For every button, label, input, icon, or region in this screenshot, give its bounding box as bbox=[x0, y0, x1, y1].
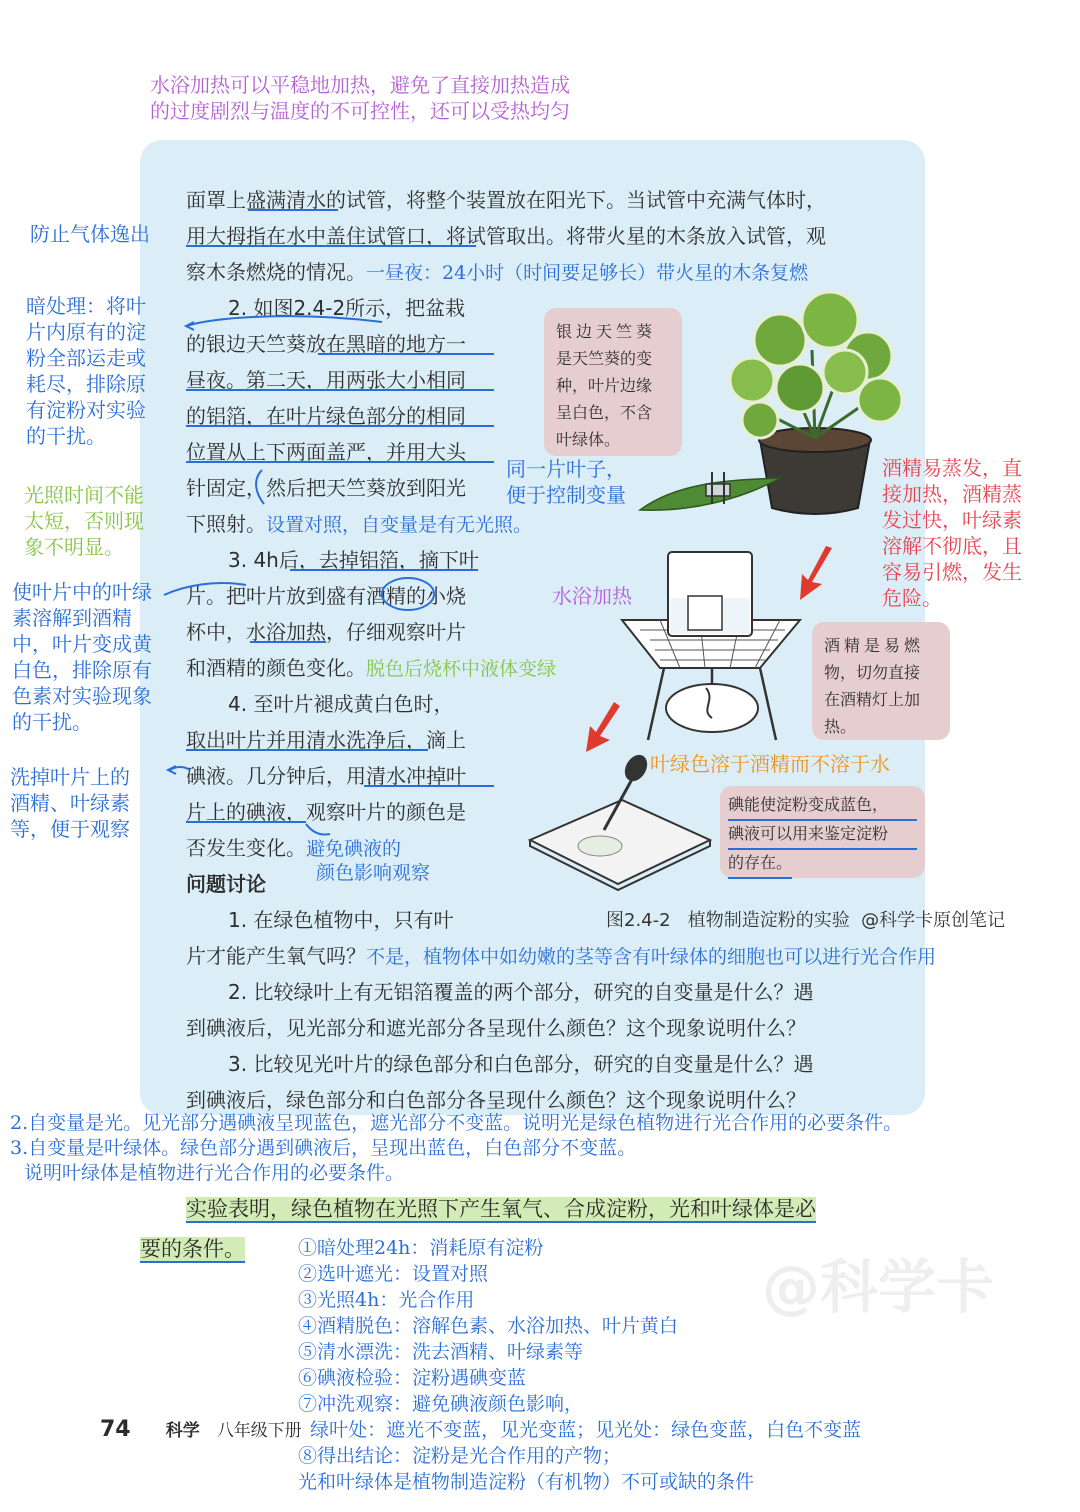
conclusion-line-2: 要的条件。 bbox=[140, 1237, 245, 1261]
note-chlorophyll-alcohol: 叶绿色溶于酒精而不溶于水 bbox=[650, 752, 890, 776]
summary-item: ①暗处理24h：消耗原有淀粉 bbox=[298, 1237, 544, 1259]
summary-item: 光和叶绿体是植物制造淀粉（有机物）不可或缺的条件 bbox=[298, 1471, 755, 1493]
summary-item: ②选叶遮光：设置对照 bbox=[298, 1263, 489, 1285]
note-light-time: 光照时间不能 太短，否则现 象不明显。 bbox=[24, 483, 144, 559]
question-1a: 1. 在绿色植物中，只有叶 bbox=[228, 908, 454, 932]
note-dark-treatment: 暗处理：将叶 片内原有的淀 粉全部运走或 耗尽，排除原 有淀粉对实验 的干扰。 bbox=[26, 294, 146, 448]
body-line-3: 察木条燃烧的情况。一昼夜：24小时（时间要足够长）带火星的木条复燃 bbox=[186, 260, 809, 284]
note-liquid-green: 脱色后烧杯中液体变绿 bbox=[366, 658, 557, 680]
note-iodine-2: 颜色影响观察 bbox=[316, 862, 431, 884]
page-number: 74 bbox=[100, 1417, 131, 1442]
dropper-plate-icon bbox=[530, 751, 710, 890]
note-iodine-1: 避免碘液的 bbox=[306, 838, 402, 860]
summary-item: ⑦冲洗观察：避免碘液颜色影响， bbox=[298, 1393, 584, 1415]
water-bath-apparatus-icon bbox=[622, 552, 800, 740]
subject: 科学 bbox=[165, 1421, 200, 1441]
info-box-geranium: 银边天竺葵 是天竺葵的变 种，叶片边缘 呈白色，不含 叶绿体。 bbox=[544, 308, 682, 456]
question-1b: 片才能产生氧气吗？不是，植物体中如幼嫩的茎等含有叶绿体的细胞也可以进行光合作用 bbox=[186, 944, 937, 968]
arrow-icon bbox=[586, 702, 620, 752]
grade: 八年级下册 bbox=[216, 1421, 302, 1441]
info-box-alcohol: 酒精是易燃 物，切勿直接 在酒精灯上加 热。 bbox=[812, 622, 950, 740]
question-2b: 到碘液后，见光部分和遮光部分各呈现什么颜色？这个现象说明什么？ bbox=[186, 1016, 806, 1040]
arrow-icon bbox=[800, 546, 832, 600]
question-3a: 3. 比较见光叶片的绿色部分和白色部分，研究的自变量是什么？遇 bbox=[228, 1052, 814, 1076]
answer-2: 2.自变量是光。见光部分遇碘液呈现蓝色，遮光部分不变蓝。说明光是绿色植物进行光合作用的必要条件。 bbox=[10, 1112, 903, 1134]
summary-item: ⑧得出结论：淀粉是光合作用的产物； bbox=[298, 1445, 622, 1467]
note-q1-answer: 不是，植物体中如幼嫩的茎等含有叶绿体的细胞也可以进行光合作用 bbox=[366, 946, 937, 968]
answer-3: 3.自变量是叶绿体。绿色部分遇到碘液后，呈现出蓝色，白色部分不变蓝。 bbox=[10, 1137, 637, 1159]
summary-item: ⑤清水漂洗：洗去酒精、叶绿素等 bbox=[298, 1341, 584, 1363]
step-2: 2. 如图2.4-2所示，把盆栽 的银边天竺葵放在黑暗的地方一 昼夜。第二天，用两张大小相同 的铝箔，在叶片绿色部分的相同 位置从上下两面盖严，并用大头 针固定，然后把天竺葵放到阳光 下照射。设置对照，自变量是有无光照。 bbox=[186, 296, 533, 536]
note-prevent-gas: 防止气体逸出 bbox=[30, 222, 150, 246]
discussion-title: 问题讨论 bbox=[186, 872, 266, 896]
note-wash: 洗掉叶片上的 酒精、叶绿素 等，便于观察 bbox=[10, 765, 130, 841]
body-line-1: 面罩上盛满清水的试管，将整个装置放在阳光下。当试管中充满气体时， bbox=[186, 188, 826, 212]
note-one-day: 一昼夜：24小时（时间要足够长）带火星的木条复燃 bbox=[366, 262, 809, 284]
figure-caption: 图2.4-2 植物制造淀粉的实验 @科学卡原创笔记 bbox=[606, 910, 1006, 931]
step-4: 4. 至叶片褪成黄白色时， 取出叶片并用清水洗净后，滴上 碘液。几分钟后，用清水冲掉叶 片上的碘液，观察叶片的颜色是 否发生变化。避免碘液的 bbox=[186, 692, 466, 860]
leaf-with-foil-icon bbox=[640, 472, 780, 510]
summary-item: ④酒精脱色：溶解色素、水浴加热、叶片黄白 bbox=[298, 1315, 679, 1337]
note-dissolve-chlorophyll: 使叶片中的叶绿 素溶解到酒精 中，叶片变成黄 白色，排除原有 色素对实验现象 的干扰。 bbox=[12, 580, 152, 734]
note-water-bath: 水浴加热 bbox=[552, 584, 632, 608]
summary-item: 绿叶处：遮光不变蓝，见光变蓝；见光处：绿色变蓝，白色不变蓝 bbox=[298, 1419, 862, 1441]
question-3b: 到碘液后，绿色部分和白色部分各呈现什么颜色？这个现象说明什么？ bbox=[186, 1088, 806, 1112]
note-alcohol-evaporate: 酒精易蒸发，直 接加热，酒精蒸 发过快，叶绿素 溶解不彻底，且 容易引燃，发生 危险。 bbox=[882, 456, 1022, 610]
note-same-leaf: 同一片叶子， 便于控制变量 bbox=[506, 457, 626, 507]
body-line-2: 用大拇指在水中盖住试管口，将试管取出。将带火星的木条放入试管，观 bbox=[186, 224, 826, 248]
note-control: 设置对照，自变量是有无光照。 bbox=[266, 514, 533, 536]
question-2a: 2. 比较绿叶上有无铝箔覆盖的两个部分，研究的自变量是什么？遇 bbox=[228, 980, 814, 1004]
footer bbox=[100, 1416, 302, 1442]
summary-item: ③光照4h：光合作用 bbox=[298, 1289, 475, 1311]
answer-3-cont: 说明叶绿体是植物进行光合作用的必要条件。 bbox=[24, 1162, 405, 1184]
top-note: 水浴加热可以平稳地加热，避免了直接加热造成 的过度剧烈与温度的不可控性，还可以受热均匀 bbox=[150, 73, 570, 123]
summary-item: ⑥碘液检验：淀粉遇碘变蓝 bbox=[298, 1367, 527, 1389]
step-3: 3. 4h后，去掉铝箔，摘下叶 片。把叶片放到盛有酒精的小烧 杯中，水浴加热，仔细观察叶片 和酒精的颜色变化。脱色后烧杯中液体变绿 bbox=[186, 548, 557, 680]
info-box-iodine: 碘能使淀粉变成蓝色， 碘液可以用来鉴定淀粉 的存在。 bbox=[720, 786, 925, 878]
conclusion-line-1: 实验表明，绿色植物在光照下产生氧气、合成淀粉，光和叶绿体是必 bbox=[186, 1197, 816, 1221]
watermark: @科学卡 bbox=[762, 1253, 995, 1321]
